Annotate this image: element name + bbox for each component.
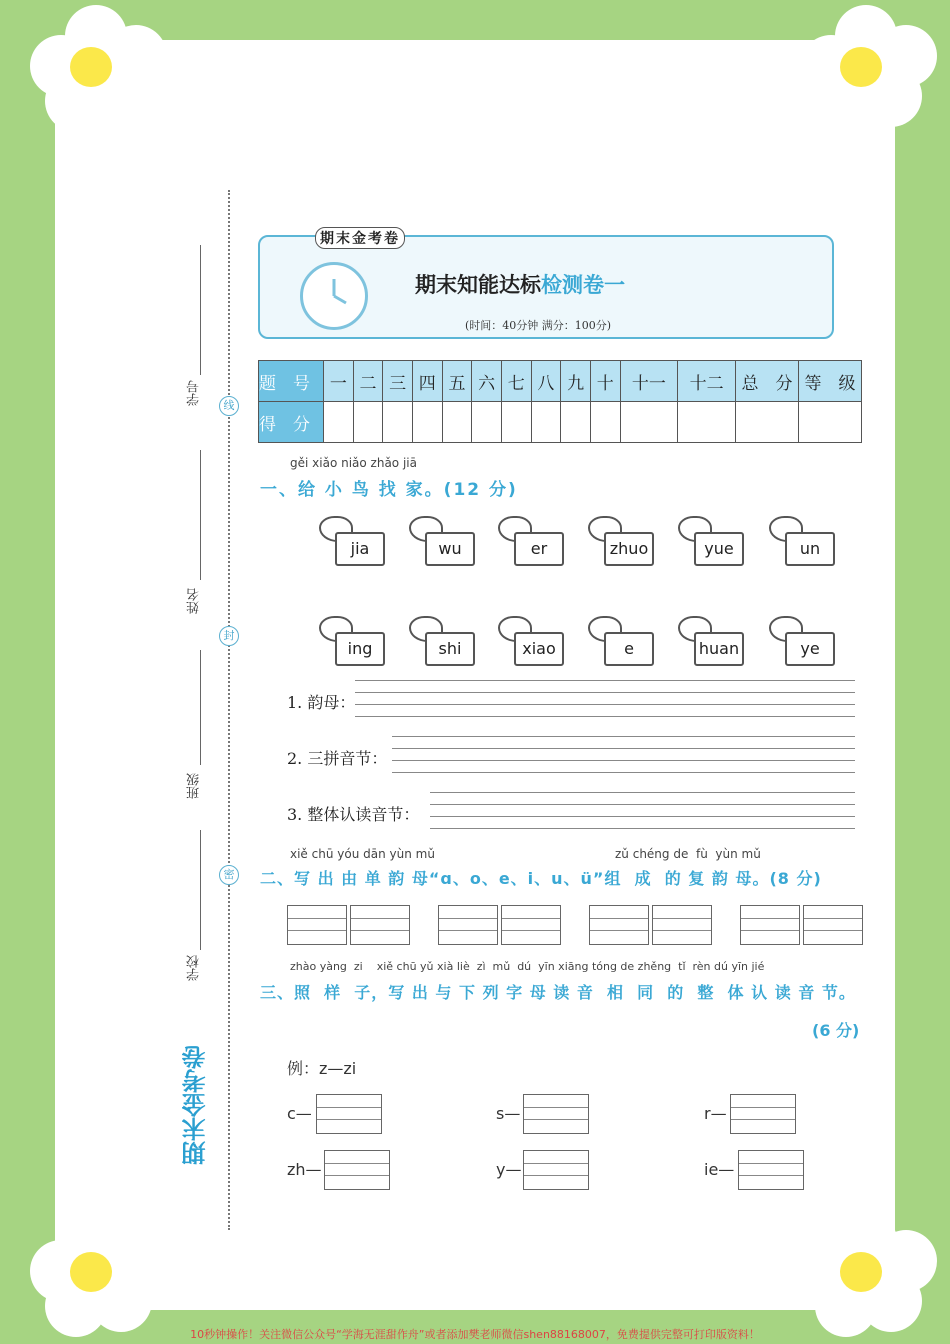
bird-card-label: huan xyxy=(694,632,744,666)
item-label: s— xyxy=(496,1104,521,1123)
item-label: r— xyxy=(704,1104,727,1123)
bird-card xyxy=(405,512,495,572)
section3-points: (6 分) xyxy=(812,1021,860,1040)
item-label: c— xyxy=(287,1104,312,1123)
flower-decoration-top-right xyxy=(790,5,940,135)
writing-grid[interactable] xyxy=(501,905,561,945)
score-header-cell: 二 xyxy=(353,361,383,402)
writing-grid[interactable] xyxy=(589,905,649,945)
answer-line[interactable] xyxy=(355,704,855,705)
bird-card xyxy=(494,512,584,572)
score-cell[interactable] xyxy=(678,402,736,443)
score-cell[interactable] xyxy=(324,402,354,443)
bird-card xyxy=(674,512,764,572)
footer-note: 10秒钟操作！关注微信公众号“学海无涯甜作舟”或者添加樊老师微信shen88168007，免费提供完整可打印版资料！ xyxy=(190,1328,760,1341)
score-table-score-row xyxy=(259,402,862,443)
answer-line[interactable] xyxy=(392,760,855,761)
bird-card-label: yue xyxy=(694,532,744,566)
bird-card-label: un xyxy=(785,532,835,566)
class-line xyxy=(200,650,201,765)
writing-grid[interactable] xyxy=(316,1094,382,1134)
score-header-cell: 题 号 xyxy=(259,361,324,402)
section2-pinyin-left: xiě chū yóu dān yùn mǔ xyxy=(290,847,435,861)
writing-grid[interactable] xyxy=(803,905,863,945)
student-no-line xyxy=(200,245,201,375)
score-header-cell: 六 xyxy=(472,361,502,402)
writing-grid[interactable] xyxy=(523,1150,589,1190)
writing-grid[interactable] xyxy=(438,905,498,945)
score-header-cell: 三 xyxy=(383,361,413,402)
exam-title-highlight: 检测卷一 xyxy=(541,273,625,297)
score-cell[interactable] xyxy=(501,402,531,443)
score-header-cell: 一 xyxy=(324,361,354,402)
school-line xyxy=(200,830,201,950)
exam-title xyxy=(415,269,625,299)
class-label: 班级 xyxy=(187,773,202,799)
score-cell[interactable] xyxy=(620,402,678,443)
section1-pinyin: gěi xiǎo niǎo zhǎo jiā xyxy=(290,456,417,470)
answer-line[interactable] xyxy=(355,692,855,693)
bird-card xyxy=(315,612,405,672)
flower-decoration-bottom-left xyxy=(20,1210,170,1340)
bird-card xyxy=(584,512,674,572)
score-cell[interactable] xyxy=(590,402,620,443)
bird-card-label: xiao xyxy=(514,632,564,666)
writing-grid[interactable] xyxy=(730,1094,796,1134)
score-cell[interactable] xyxy=(412,402,442,443)
seal-mark-line: 线 xyxy=(219,396,239,416)
score-cell[interactable] xyxy=(383,402,413,443)
score-header-cell: 十二 xyxy=(678,361,736,402)
writing-grid[interactable] xyxy=(738,1150,804,1190)
bird-card xyxy=(494,612,584,672)
answer-line[interactable] xyxy=(430,816,855,817)
exam-time-score: (时间：40分钟 满分：100分) xyxy=(465,319,612,332)
question-triple-syllable-label: 2. 三拼音节： xyxy=(287,749,388,768)
exam-header xyxy=(258,231,834,339)
bird-card-label: er xyxy=(514,532,564,566)
seal-mark-close: 密 xyxy=(219,865,239,885)
name-label: 姓名 xyxy=(187,588,202,614)
score-header-cell: 十一 xyxy=(620,361,678,402)
item-label: ie— xyxy=(704,1160,735,1179)
bird-card xyxy=(765,612,855,672)
score-header-cell: 总 分 xyxy=(736,361,799,402)
example-label: 例：z—zi xyxy=(287,1059,357,1078)
score-cell[interactable] xyxy=(442,402,472,443)
answer-line[interactable] xyxy=(392,736,855,737)
bird-card-label: ye xyxy=(785,632,835,666)
writing-grid[interactable] xyxy=(350,905,410,945)
answer-line[interactable] xyxy=(392,748,855,749)
item-label: y— xyxy=(496,1160,522,1179)
answer-line[interactable] xyxy=(355,680,855,681)
score-header-cell: 九 xyxy=(561,361,591,402)
student-no-label: 学号 xyxy=(187,380,202,406)
bird-card xyxy=(674,612,764,672)
score-header-cell: 八 xyxy=(531,361,561,402)
bird-card xyxy=(405,612,495,672)
bird-card xyxy=(315,512,405,572)
section1-title: 一、给 小 鸟 找 家。(12 分) xyxy=(260,480,518,500)
answer-line[interactable] xyxy=(392,772,855,773)
bird-card-label: e xyxy=(604,632,654,666)
score-header-cell: 四 xyxy=(412,361,442,402)
answer-line[interactable] xyxy=(355,716,855,717)
section3-pinyin: zhào yàng zi xiě chū yǔ xià liè zì mǔ dú yīn xiāng tóng de zhěng tǐ rèn dú yīn jié xyxy=(290,960,765,973)
side-brand-logo: 期末金考卷 xyxy=(182,1045,210,1165)
writing-grid[interactable] xyxy=(523,1094,589,1134)
bird-card-label: ing xyxy=(335,632,385,666)
bird-card-label: zhuo xyxy=(604,532,654,566)
score-cell[interactable] xyxy=(531,402,561,443)
section2-pinyin-right: zǔ chéng de fù yùn mǔ xyxy=(615,847,761,861)
score-cell[interactable] xyxy=(561,402,591,443)
flower-decoration-top-left xyxy=(20,5,170,135)
score-header-cell: 等 级 xyxy=(799,361,862,402)
score-cell[interactable] xyxy=(799,402,862,443)
exam-title-main: 期末知能达标 xyxy=(415,273,541,297)
name-line xyxy=(200,450,201,580)
writing-grid[interactable] xyxy=(324,1150,390,1190)
item-label: zh— xyxy=(287,1160,322,1179)
bird-card-label: jia xyxy=(335,532,385,566)
alarm-clock-icon xyxy=(300,262,368,330)
school-label: 学校 xyxy=(187,955,202,981)
flower-decoration-bottom-right xyxy=(790,1210,940,1340)
score-header-cell: 五 xyxy=(442,361,472,402)
bird-card xyxy=(765,512,855,572)
score-table xyxy=(258,360,862,443)
score-header-cell: 十 xyxy=(590,361,620,402)
seal-mark-seal: 封 xyxy=(219,626,239,646)
answer-line[interactable] xyxy=(430,792,855,793)
score-header-cell: 七 xyxy=(501,361,531,402)
writing-grid[interactable] xyxy=(287,905,347,945)
bird-card xyxy=(584,612,674,672)
answer-line[interactable] xyxy=(430,804,855,805)
question-whole-syllable-label: 3. 整体认读音节： xyxy=(287,805,420,824)
writing-grid[interactable] xyxy=(740,905,800,945)
question-finals-label: 1. 韵母： xyxy=(287,693,356,712)
score-cell[interactable] xyxy=(736,402,799,443)
bird-card-label: wu xyxy=(425,532,475,566)
score-cell[interactable] xyxy=(472,402,502,443)
score-cell[interactable] xyxy=(353,402,383,443)
writing-grid[interactable] xyxy=(652,905,712,945)
answer-line[interactable] xyxy=(430,828,855,829)
score-table-header-row xyxy=(259,361,862,402)
section3-title: 三、照 样 子，写 出 与 下 列 字 母 读 音 相 同 的 整 体 认 读 音 节。 xyxy=(260,983,856,1002)
section2-title: 二、写 出 由 单 韵 母“ɑ、o、e、i、u、ü”组 成 的 复 韵 母。(8 分) xyxy=(260,869,822,888)
header-tag: 期末金考卷 xyxy=(315,227,405,249)
bird-card-label: shi xyxy=(425,632,475,666)
score-row-label: 得 分 xyxy=(259,402,324,443)
binding-dotted-line xyxy=(228,190,230,1230)
